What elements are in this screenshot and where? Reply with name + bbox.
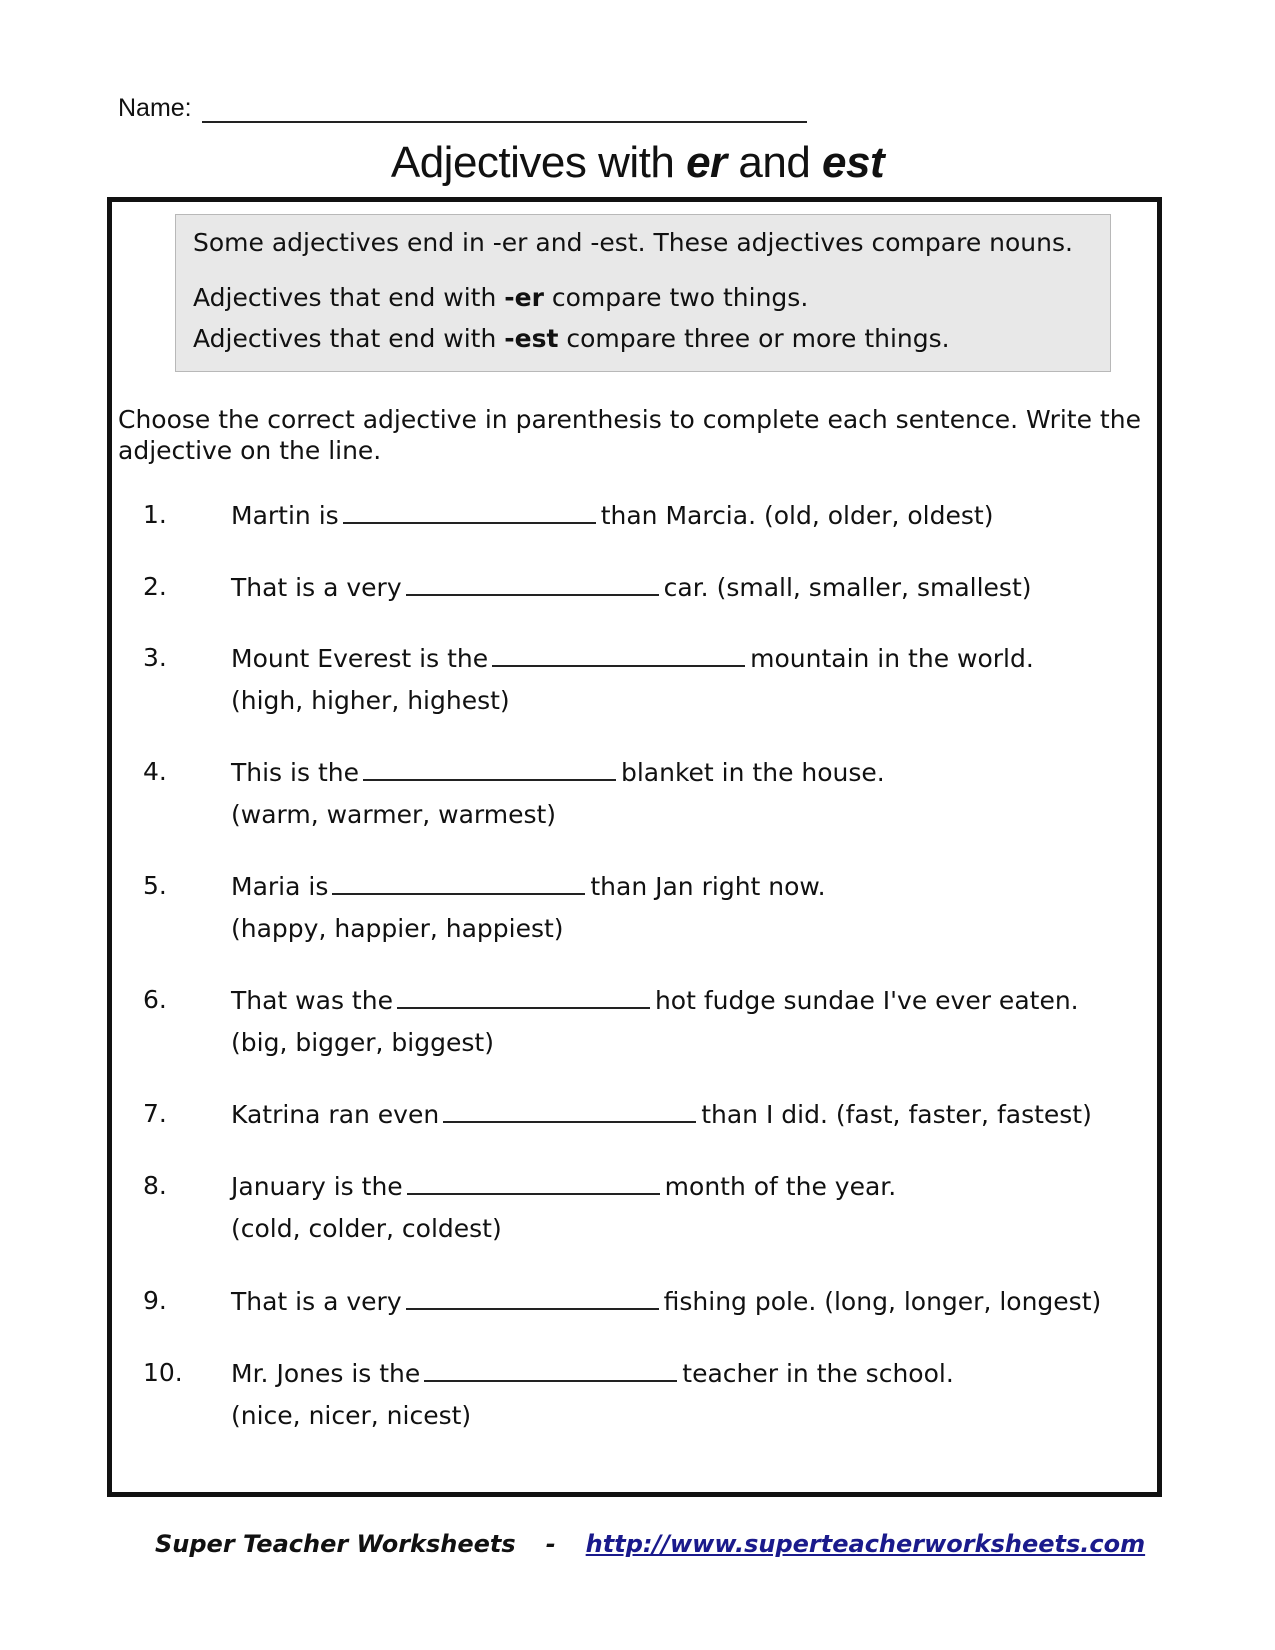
answer-choices: (warm, warmer, warmest)	[231, 800, 557, 829]
rule-box	[175, 214, 1111, 372]
answer-choices: (big, bigger, biggest)	[231, 1028, 494, 1057]
sentence-start: That is a very	[231, 1287, 402, 1316]
question-sentence	[231, 757, 885, 787]
question-number: 9.	[143, 1286, 167, 1315]
sentence-end: teacher in the school.	[682, 1359, 954, 1388]
question-sentence	[231, 871, 826, 901]
sentence-end: month of the year.	[664, 1172, 897, 1201]
sentence-start: That is a very	[231, 573, 402, 602]
sentence-end: fishing pole. (long, longer, longest)	[663, 1287, 1102, 1316]
question-sentence	[231, 985, 1079, 1015]
question-number: 6.	[143, 985, 167, 1014]
rule-line-2-rest: compare two things.	[543, 283, 809, 312]
sentence-end: than Jan right now.	[590, 872, 826, 901]
answer-blank[interactable]	[397, 985, 650, 1009]
answer-blank[interactable]	[406, 1286, 659, 1310]
answer-blank[interactable]	[363, 757, 616, 781]
answer-choices: (happy, happier, happiest)	[231, 914, 564, 943]
question-sentence	[231, 1358, 954, 1388]
sentence-start: Mr. Jones is the	[231, 1359, 421, 1388]
rule-line-2-suffix: -er	[504, 283, 544, 312]
answer-blank[interactable]	[492, 643, 745, 667]
sentence-end: blanket in the house.	[620, 758, 885, 787]
sentence-start: Katrina ran even	[231, 1100, 440, 1129]
title-prefix: Adjectives with	[390, 138, 687, 187]
footer-brand: Super Teacher Worksheets	[155, 1530, 516, 1558]
sentence-start: That was the	[231, 986, 393, 1015]
rule-line-2-text: Adjectives that end with	[193, 283, 505, 312]
sentence-end: mountain in the world.	[750, 644, 1034, 673]
question-sentence	[231, 572, 1032, 602]
title-mid: and	[726, 138, 823, 187]
footer-separator: -	[545, 1530, 556, 1558]
answer-choices: (nice, nicer, nicest)	[231, 1401, 472, 1430]
question-sentence	[231, 1171, 896, 1201]
question-number: 3.	[143, 643, 167, 672]
rule-line-3-rest: compare three or more things.	[558, 324, 950, 353]
question-number: 2.	[143, 572, 167, 601]
sentence-end: hot fudge sundae I've ever eaten.	[654, 986, 1079, 1015]
answer-choices: (high, higher, highest)	[231, 686, 510, 715]
rule-line-2	[193, 283, 808, 312]
rule-line-3	[193, 324, 950, 353]
sentence-end: car. (small, smaller, smallest)	[663, 573, 1032, 602]
rule-line-3-suffix: -est	[504, 324, 559, 353]
question-number: 8.	[143, 1171, 167, 1200]
answer-blank[interactable]	[407, 1171, 660, 1195]
name-label: Name:	[118, 94, 192, 122]
sentence-end: than Marcia. (old, older, oldest)	[600, 501, 994, 530]
question-sentence	[231, 1286, 1101, 1316]
sentence-start: This is the	[231, 758, 359, 787]
answer-blank[interactable]	[424, 1358, 677, 1382]
rule-line-3-text: Adjectives that end with	[193, 324, 505, 353]
question-number: 1.	[143, 500, 167, 529]
question-number: 7.	[143, 1099, 167, 1128]
name-field-row	[118, 94, 807, 123]
question-number: 4.	[143, 757, 167, 786]
footer-url-link[interactable]: http://www.superteacherworksheets.com	[585, 1530, 1146, 1558]
footer	[155, 1530, 1145, 1558]
answer-blank[interactable]	[332, 871, 585, 895]
sentence-start: Martin is	[231, 501, 339, 530]
answer-blank[interactable]	[443, 1099, 696, 1123]
title-er: er	[686, 138, 727, 187]
question-sentence	[231, 500, 993, 530]
title-est: est	[822, 138, 885, 187]
page-title	[0, 138, 1275, 188]
sentence-end: than I did. (fast, faster, fastest)	[701, 1100, 1092, 1129]
rule-line-1: Some adjectives end in -er and -est. These adjectives compare nouns.	[193, 228, 1073, 257]
sentence-start: Maria is	[231, 872, 329, 901]
answer-choices: (cold, colder, coldest)	[231, 1214, 502, 1243]
name-input-line[interactable]	[202, 97, 807, 123]
sentence-start: January is the	[231, 1172, 403, 1201]
answer-blank[interactable]	[343, 500, 596, 524]
question-sentence	[231, 1099, 1092, 1129]
question-sentence	[231, 643, 1034, 673]
question-number: 5.	[143, 871, 167, 900]
sentence-start: Mount Everest is the	[231, 644, 489, 673]
question-number: 10.	[143, 1358, 183, 1387]
answer-blank[interactable]	[406, 572, 659, 596]
instructions: Choose the correct adjective in parenthesis to complete each sentence. Write the adjective on the line.	[118, 405, 1141, 465]
